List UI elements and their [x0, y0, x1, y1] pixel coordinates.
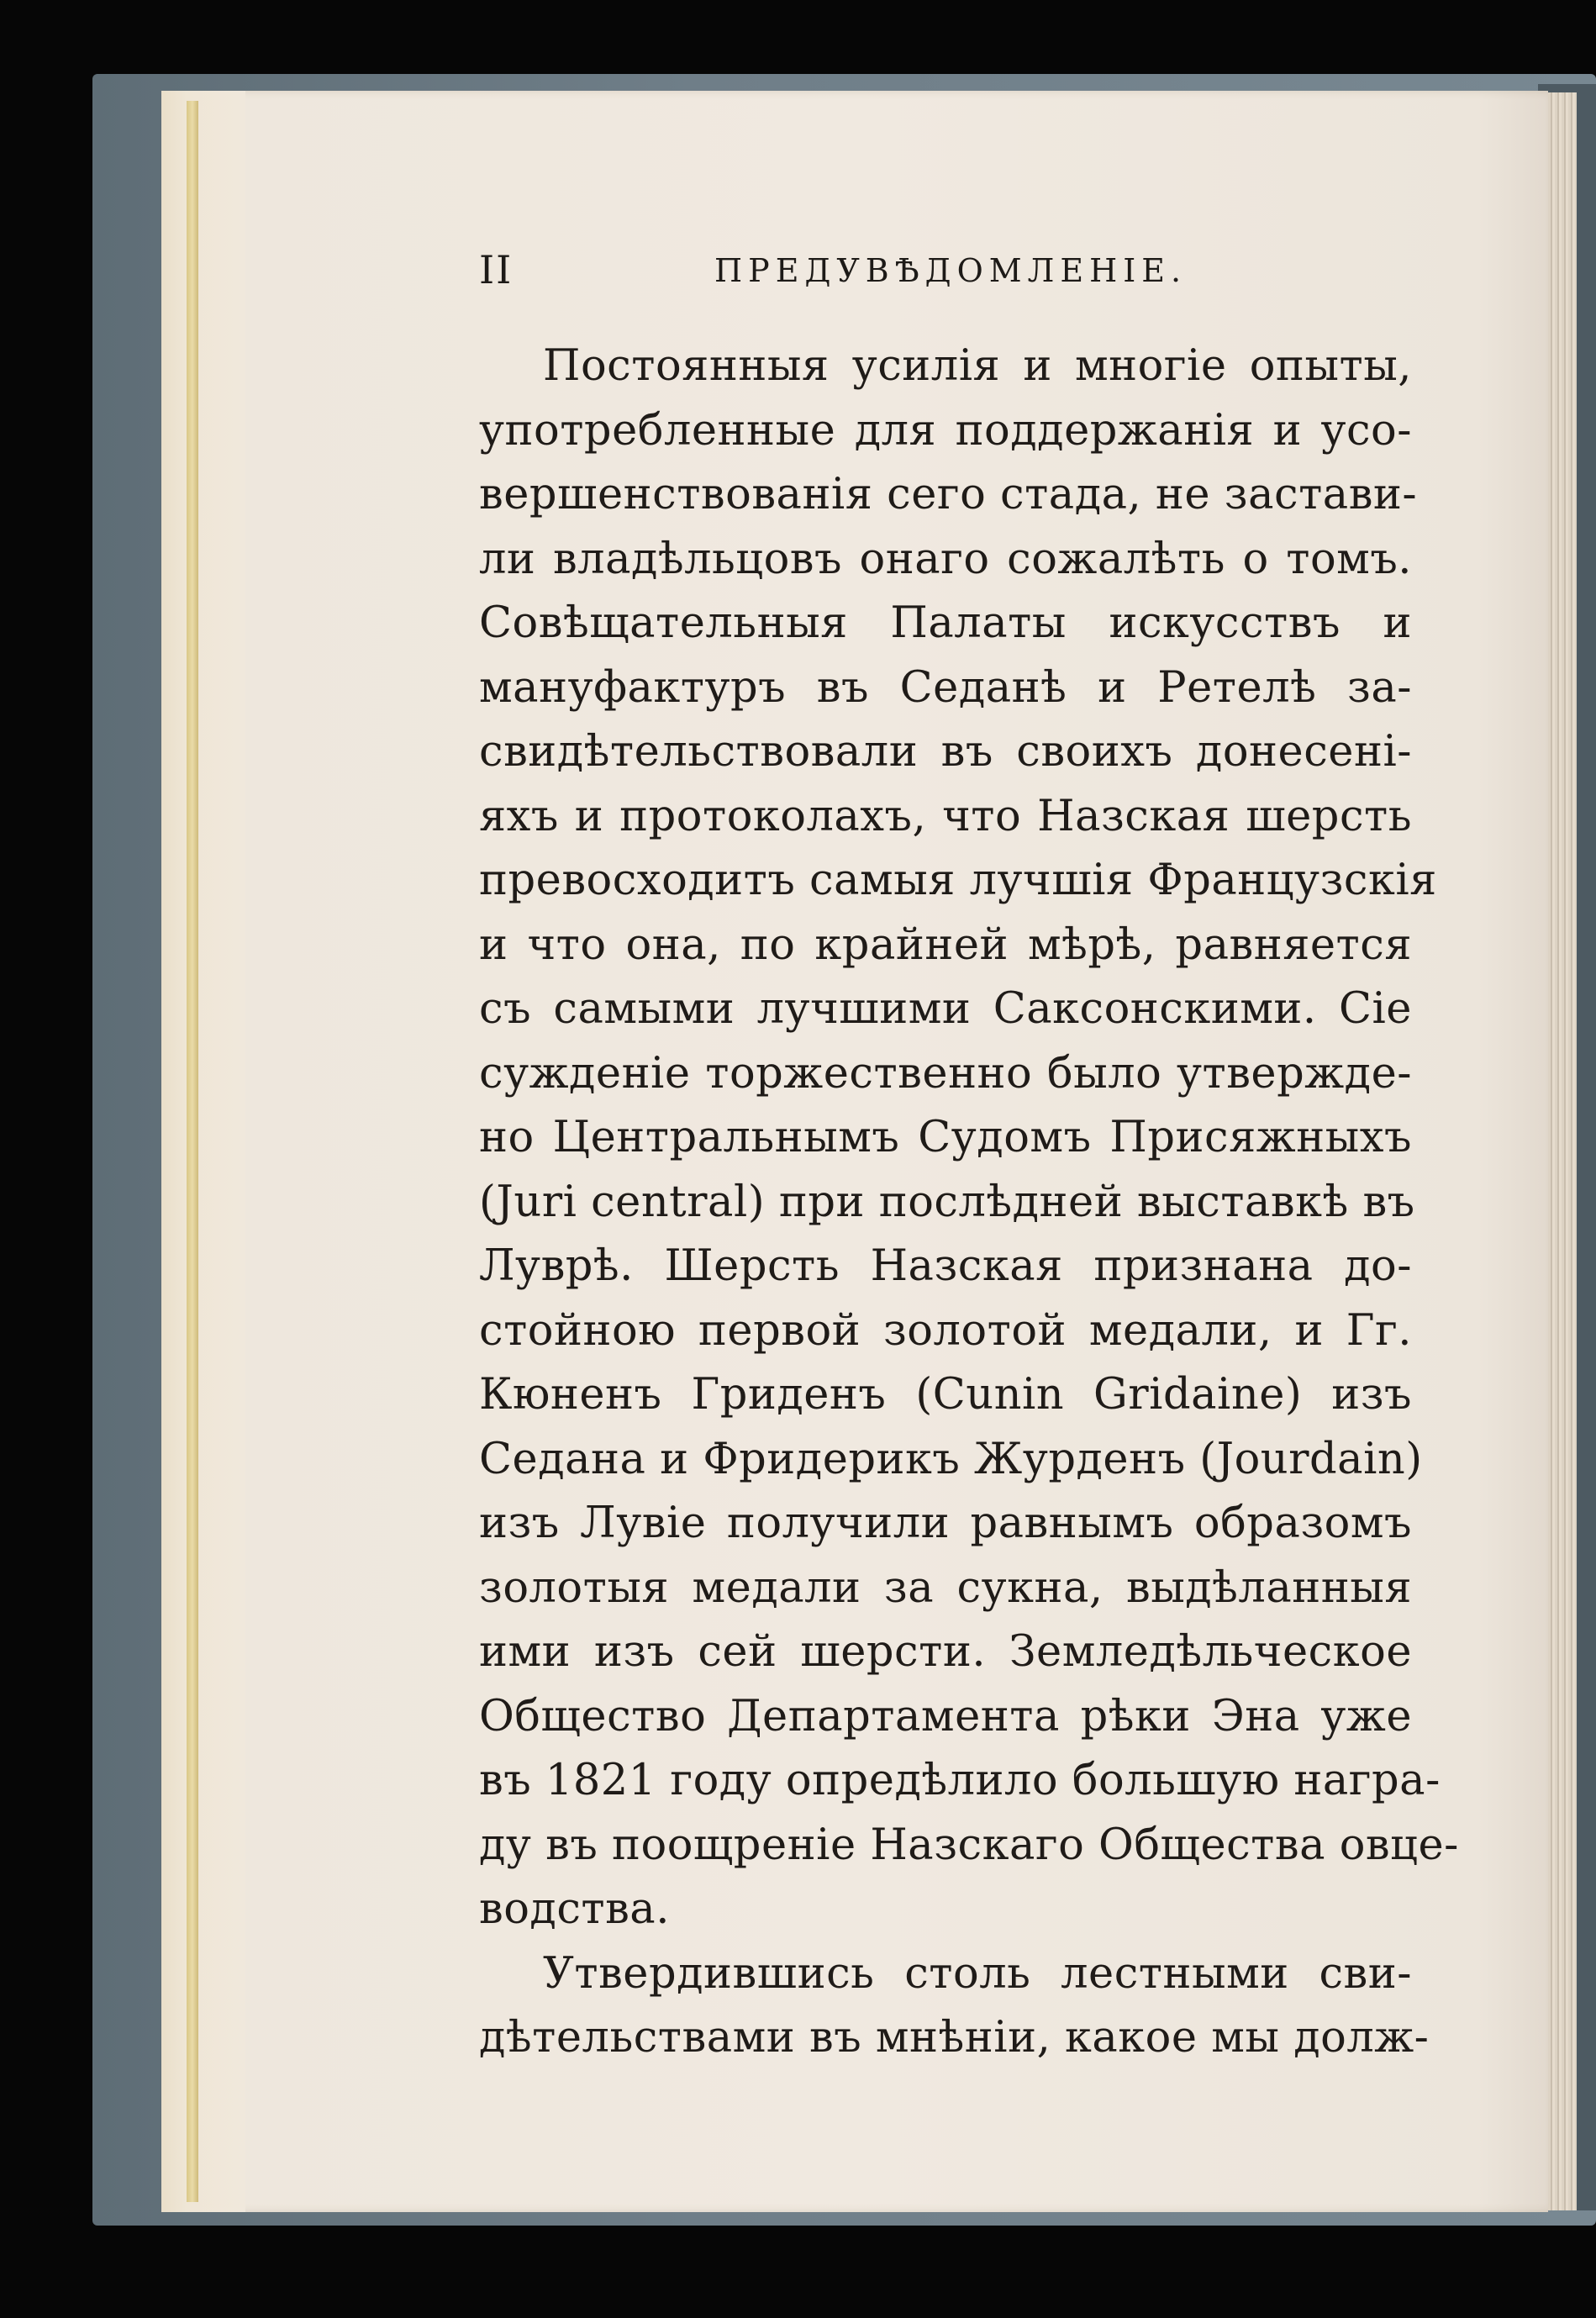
text-line: дѣтельствами въ мнѣніи, какое мы долж- — [479, 2013, 1430, 2062]
running-head: ПРЕДУВѢДОМЛЕНІЕ. — [714, 252, 1188, 289]
text-line: Седана и Фридерикъ Журденъ (Jourdain) — [479, 1434, 1423, 1484]
text-line: ли владѣльцовъ онаго сожалѣть о томъ. — [479, 534, 1412, 584]
text-line: ими изъ сей шерсти. Земледѣльческое — [479, 1627, 1412, 1677]
text-line: стойною первой золотой медали, и Гг. — [479, 1305, 1412, 1356]
text-line: мануфактуръ въ Седанѣ и Ретелѣ за- — [479, 662, 1412, 713]
page-number: II — [479, 247, 514, 292]
text-line: и что она, по крайней мѣрѣ, равняется — [479, 919, 1412, 970]
body-text — [479, 335, 1459, 2071]
text-line: ду въ поощреніе Назскаго Общества овце- — [479, 1820, 1459, 1870]
text-line: Кюненъ Гриденъ (Cunin Gridaine) изъ — [479, 1370, 1412, 1420]
text-line: изъ Лувіе получили равнымъ образомъ — [479, 1499, 1412, 1548]
page-header — [479, 247, 1412, 298]
text-line: превосходитъ самыя лучшія Французскія — [479, 856, 1437, 905]
text-line: водства. — [479, 1884, 670, 1934]
text-line: съ самыми лучшими Саксонскими. Сіе — [479, 984, 1412, 1034]
gilt-page-edge — [187, 101, 198, 2202]
text-line: свидѣтельствовали въ своихъ донесені- — [479, 727, 1412, 777]
text-line: но Центральнымъ Судомъ Присяжныхъ — [479, 1113, 1412, 1162]
page-gutter — [161, 91, 245, 2212]
text-line: яхъ и протоколахъ, что Назская шерсть — [479, 791, 1412, 841]
text-line: (Juri central) при послѣдней выставкѣ въ — [479, 1177, 1415, 1227]
page-stack-edge — [1548, 92, 1577, 2210]
text-line: вершенствованія сего стада, не застави- — [479, 470, 1418, 519]
text-line: Постоянныя усилія и многіе опыты, — [543, 341, 1412, 391]
text-line: употребленные для поддержанія и усо- — [479, 405, 1412, 456]
text-line: въ 1821 году опредѣлило большую награ- — [479, 1756, 1441, 1805]
text-line: Утвердившись столь лестными сви- — [543, 1948, 1412, 1999]
text-line: сужденіе торжественно было утвержде- — [479, 1048, 1412, 1098]
text-line: золотыя медали за сукна, выдѣланныя — [479, 1562, 1412, 1613]
text-line: Луврѣ. Шерсть Назская признана до- — [479, 1241, 1412, 1291]
text-line: Общество Департамента рѣки Эна уже — [479, 1691, 1412, 1741]
text-line: Совѣщательныя Палаты искусствъ и — [479, 598, 1412, 648]
